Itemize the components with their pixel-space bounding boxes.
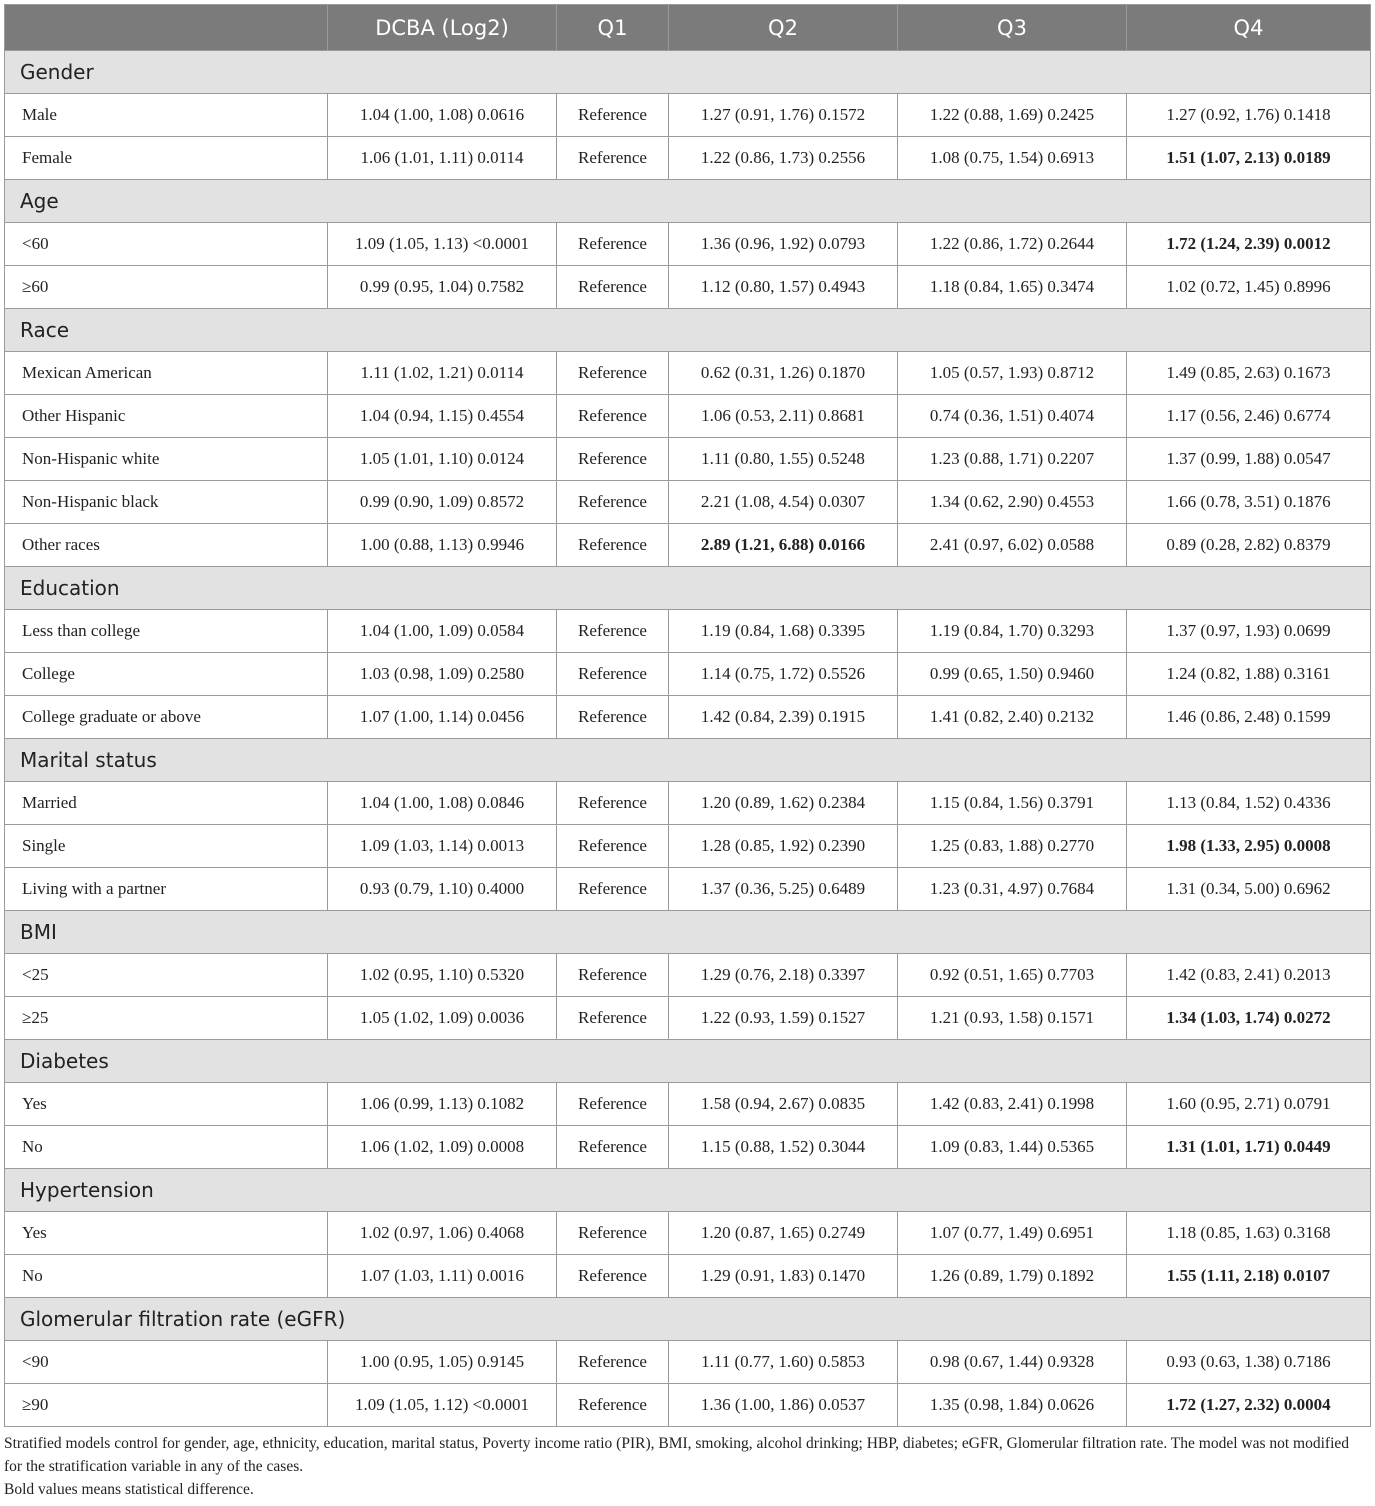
table-cell: 1.14 (0.75, 1.72) 0.5526 (669, 653, 898, 696)
table-cell: Reference (557, 1384, 669, 1427)
row-label: ≥90 (5, 1384, 328, 1427)
table-cell: 1.31 (1.01, 1.71) 0.0449 (1127, 1126, 1371, 1169)
group-header-row (5, 1298, 1371, 1341)
table-row (5, 1255, 1371, 1298)
header-cell-q3: Q3 (898, 5, 1127, 51)
table-cell: 1.15 (0.84, 1.56) 0.3791 (898, 782, 1127, 825)
table-cell: Reference (557, 610, 669, 653)
table-cell: Reference (557, 438, 669, 481)
table-cell: 1.04 (0.94, 1.15) 0.4554 (328, 395, 557, 438)
header-cell-q1: Q1 (557, 5, 669, 51)
table-cell: 1.37 (0.97, 1.93) 0.0699 (1127, 610, 1371, 653)
table-cell: 1.72 (1.27, 2.32) 0.0004 (1127, 1384, 1371, 1427)
table-cell: 1.23 (0.31, 4.97) 0.7684 (898, 868, 1127, 911)
group-title: Marital status (5, 739, 1371, 782)
table-cell: Reference (557, 524, 669, 567)
table-cell: 1.09 (0.83, 1.44) 0.5365 (898, 1126, 1127, 1169)
table-cell: 0.99 (0.90, 1.09) 0.8572 (328, 481, 557, 524)
group-title: BMI (5, 911, 1371, 954)
table-cell: 1.51 (1.07, 2.13) 0.0189 (1127, 137, 1371, 180)
table-cell: 1.13 (0.84, 1.52) 0.4336 (1127, 782, 1371, 825)
table-row (5, 1384, 1371, 1427)
table-cell: 1.07 (1.03, 1.11) 0.0016 (328, 1255, 557, 1298)
table-cell: 0.99 (0.65, 1.50) 0.9460 (898, 653, 1127, 696)
table-cell: Reference (557, 395, 669, 438)
table-cell: 1.21 (0.93, 1.58) 0.1571 (898, 997, 1127, 1040)
row-label: Non-Hispanic white (5, 438, 328, 481)
table-row (5, 266, 1371, 309)
table-row (5, 223, 1371, 266)
table-row (5, 94, 1371, 137)
table-cell: 1.27 (0.91, 1.76) 0.1572 (669, 94, 898, 137)
row-label: College graduate or above (5, 696, 328, 739)
table-cell: 1.11 (1.02, 1.21) 0.0114 (328, 352, 557, 395)
table-cell: Reference (557, 868, 669, 911)
row-label: Male (5, 94, 328, 137)
table-cell: 1.17 (0.56, 2.46) 0.6774 (1127, 395, 1371, 438)
table-cell: 1.58 (0.94, 2.67) 0.0835 (669, 1083, 898, 1126)
table-cell: 1.46 (0.86, 2.48) 0.1599 (1127, 696, 1371, 739)
table-cell: 1.37 (0.36, 5.25) 0.6489 (669, 868, 898, 911)
table-cell: 1.04 (1.00, 1.08) 0.0846 (328, 782, 557, 825)
table-cell: 1.05 (1.02, 1.09) 0.0036 (328, 997, 557, 1040)
table-cell: 1.06 (1.01, 1.11) 0.0114 (328, 137, 557, 180)
table-cell: Reference (557, 94, 669, 137)
group-header-row (5, 309, 1371, 352)
row-label: No (5, 1255, 328, 1298)
header-cell-label (5, 5, 328, 51)
table-cell: 1.20 (0.87, 1.65) 0.2749 (669, 1212, 898, 1255)
table-cell: 1.09 (1.05, 1.12) <0.0001 (328, 1384, 557, 1427)
table-cell: 1.04 (1.00, 1.09) 0.0584 (328, 610, 557, 653)
group-title: Age (5, 180, 1371, 223)
table-cell: Reference (557, 1255, 669, 1298)
table-row (5, 610, 1371, 653)
header-cell-q2: Q2 (669, 5, 898, 51)
group-title: Diabetes (5, 1040, 1371, 1083)
table-cell: 1.49 (0.85, 2.63) 0.1673 (1127, 352, 1371, 395)
group-header-row (5, 911, 1371, 954)
table-row (5, 696, 1371, 739)
table-cell: 1.37 (0.99, 1.88) 0.0547 (1127, 438, 1371, 481)
table-cell: 1.28 (0.85, 1.92) 0.2390 (669, 825, 898, 868)
row-label: No (5, 1126, 328, 1169)
table-cell: 0.74 (0.36, 1.51) 0.4074 (898, 395, 1127, 438)
row-label: Other Hispanic (5, 395, 328, 438)
table-cell: 1.22 (0.93, 1.59) 0.1527 (669, 997, 898, 1040)
table-cell: 0.99 (0.95, 1.04) 0.7582 (328, 266, 557, 309)
table-cell: 1.05 (0.57, 1.93) 0.8712 (898, 352, 1127, 395)
table-cell: 1.11 (0.77, 1.60) 0.5853 (669, 1341, 898, 1384)
table-cell: 1.42 (0.83, 2.41) 0.2013 (1127, 954, 1371, 997)
table-cell: 1.15 (0.88, 1.52) 0.3044 (669, 1126, 898, 1169)
group-title: Gender (5, 51, 1371, 94)
table-footnotes (4, 1432, 1370, 1501)
table-cell: 1.02 (0.72, 1.45) 0.8996 (1127, 266, 1371, 309)
table-cell: Reference (557, 1341, 669, 1384)
table-row (5, 954, 1371, 997)
footnote-text: Stratified models control for gender, age, ethnicity, education, marital status, Poverty income ratio (PIR), BMI, smoking, alcohol drinking; HBP, diabetes; eGFR, Glomerular filtration rate. The model was not modified for the stratification variable in any of the cases. (4, 1435, 1350, 1475)
table-cell: 0.62 (0.31, 1.26) 0.1870 (669, 352, 898, 395)
table-cell: 1.06 (0.53, 2.11) 0.8681 (669, 395, 898, 438)
group-title: Education (5, 567, 1371, 610)
table-cell: 1.29 (0.76, 2.18) 0.3397 (669, 954, 898, 997)
table-cell: 1.19 (0.84, 1.70) 0.3293 (898, 610, 1127, 653)
group-header-row (5, 180, 1371, 223)
table-cell: 1.41 (0.82, 2.40) 0.2132 (898, 696, 1127, 739)
table-cell: 1.42 (0.84, 2.39) 0.1915 (669, 696, 898, 739)
row-label: Non-Hispanic black (5, 481, 328, 524)
row-label: College (5, 653, 328, 696)
group-title: Glomerular filtration rate (eGFR) (5, 1298, 1371, 1341)
table-cell: 2.21 (1.08, 4.54) 0.0307 (669, 481, 898, 524)
row-label: Single (5, 825, 328, 868)
table-cell: 1.72 (1.24, 2.39) 0.0012 (1127, 223, 1371, 266)
table-cell: 1.06 (0.99, 1.13) 0.1082 (328, 1083, 557, 1126)
table-cell: 1.66 (0.78, 3.51) 0.1876 (1127, 481, 1371, 524)
table-cell: Reference (557, 481, 669, 524)
table-cell: 1.22 (0.86, 1.73) 0.2556 (669, 137, 898, 180)
group-header-row (5, 567, 1371, 610)
table-row (5, 653, 1371, 696)
row-label: ≥60 (5, 266, 328, 309)
row-label: Less than college (5, 610, 328, 653)
header-cell-q4: Q4 (1127, 5, 1371, 51)
table-cell: Reference (557, 782, 669, 825)
table-cell: 1.55 (1.11, 2.18) 0.0107 (1127, 1255, 1371, 1298)
table-cell: 1.09 (1.03, 1.14) 0.0013 (328, 825, 557, 868)
results-table-container (4, 4, 1370, 1427)
table-row (5, 137, 1371, 180)
table-cell: 1.11 (0.80, 1.55) 0.5248 (669, 438, 898, 481)
group-header-row (5, 739, 1371, 782)
table-cell: 1.07 (1.00, 1.14) 0.0456 (328, 696, 557, 739)
table-cell: 1.25 (0.83, 1.88) 0.2770 (898, 825, 1127, 868)
table-cell: 1.60 (0.95, 2.71) 0.0791 (1127, 1083, 1371, 1126)
table-cell: Reference (557, 696, 669, 739)
table-cell: 1.07 (0.77, 1.49) 0.6951 (898, 1212, 1127, 1255)
table-row (5, 1212, 1371, 1255)
table-cell: 1.27 (0.92, 1.76) 0.1418 (1127, 94, 1371, 137)
table-header-row (5, 5, 1371, 51)
table-row (5, 997, 1371, 1040)
group-title: Race (5, 309, 1371, 352)
table-cell: 1.09 (1.05, 1.13) <0.0001 (328, 223, 557, 266)
table-cell: Reference (557, 997, 669, 1040)
table-cell: 1.06 (1.02, 1.09) 0.0008 (328, 1126, 557, 1169)
table-cell: 1.31 (0.34, 5.00) 0.6962 (1127, 868, 1371, 911)
table-cell: Reference (557, 1083, 669, 1126)
table-cell: 1.02 (0.97, 1.06) 0.4068 (328, 1212, 557, 1255)
table-cell: 0.98 (0.67, 1.44) 0.9328 (898, 1341, 1127, 1384)
row-label: Mexican American (5, 352, 328, 395)
results-table (4, 4, 1371, 1427)
table-cell: 0.93 (0.63, 1.38) 0.7186 (1127, 1341, 1371, 1384)
row-label: <60 (5, 223, 328, 266)
table-cell: 1.26 (0.89, 1.79) 0.1892 (898, 1255, 1127, 1298)
group-header-row (5, 1169, 1371, 1212)
table-cell: 0.89 (0.28, 2.82) 0.8379 (1127, 524, 1371, 567)
table-cell: 1.03 (0.98, 1.09) 0.2580 (328, 653, 557, 696)
table-cell: 2.89 (1.21, 6.88) 0.0166 (669, 524, 898, 567)
table-cell: Reference (557, 137, 669, 180)
table-cell: 0.93 (0.79, 1.10) 0.4000 (328, 868, 557, 911)
table-cell: 1.00 (0.95, 1.05) 0.9145 (328, 1341, 557, 1384)
table-row (5, 1083, 1371, 1126)
table-cell: 1.20 (0.89, 1.62) 0.2384 (669, 782, 898, 825)
group-header-row (5, 51, 1371, 94)
table-cell: Reference (557, 1126, 669, 1169)
row-label: Yes (5, 1212, 328, 1255)
table-cell: 1.18 (0.85, 1.63) 0.3168 (1127, 1212, 1371, 1255)
table-cell: 1.00 (0.88, 1.13) 0.9946 (328, 524, 557, 567)
footnote-text: Bold values means statistical difference. (4, 1481, 254, 1498)
table-row (5, 825, 1371, 868)
table-cell: 1.22 (0.88, 1.69) 0.2425 (898, 94, 1127, 137)
table-cell: 1.42 (0.83, 2.41) 0.1998 (898, 1083, 1127, 1126)
table-cell: 1.34 (0.62, 2.90) 0.4553 (898, 481, 1127, 524)
table-cell: 1.19 (0.84, 1.68) 0.3395 (669, 610, 898, 653)
table-cell: 1.98 (1.33, 2.95) 0.0008 (1127, 825, 1371, 868)
table-cell: Reference (557, 954, 669, 997)
table-body (5, 51, 1371, 1427)
row-label: Married (5, 782, 328, 825)
row-label: Female (5, 137, 328, 180)
header-cell-dcba: DCBA (Log2) (328, 5, 557, 51)
table-cell: 1.04 (1.00, 1.08) 0.0616 (328, 94, 557, 137)
table-cell: 1.18 (0.84, 1.65) 0.3474 (898, 266, 1127, 309)
table-cell: Reference (557, 1212, 669, 1255)
table-cell: 1.36 (1.00, 1.86) 0.0537 (669, 1384, 898, 1427)
row-label: Yes (5, 1083, 328, 1126)
table-cell: 1.05 (1.01, 1.10) 0.0124 (328, 438, 557, 481)
table-cell: 1.29 (0.91, 1.83) 0.1470 (669, 1255, 898, 1298)
table-cell: 1.12 (0.80, 1.57) 0.4943 (669, 266, 898, 309)
table-row (5, 438, 1371, 481)
table-row (5, 524, 1371, 567)
table-row (5, 1341, 1371, 1384)
table-row (5, 481, 1371, 524)
table-cell: 1.36 (0.96, 1.92) 0.0793 (669, 223, 898, 266)
table-cell: 1.24 (0.82, 1.88) 0.3161 (1127, 653, 1371, 696)
table-cell: 1.02 (0.95, 1.10) 0.5320 (328, 954, 557, 997)
table-row (5, 868, 1371, 911)
table-cell: 1.08 (0.75, 1.54) 0.6913 (898, 137, 1127, 180)
table-cell: Reference (557, 825, 669, 868)
group-title: Hypertension (5, 1169, 1371, 1212)
row-label: Other races (5, 524, 328, 567)
row-label: <25 (5, 954, 328, 997)
table-row (5, 395, 1371, 438)
table-cell: Reference (557, 352, 669, 395)
row-label: ≥25 (5, 997, 328, 1040)
table-cell: Reference (557, 266, 669, 309)
table-cell: Reference (557, 223, 669, 266)
table-row (5, 782, 1371, 825)
table-cell: 1.34 (1.03, 1.74) 0.0272 (1127, 997, 1371, 1040)
row-label: <90 (5, 1341, 328, 1384)
row-label: Living with a partner (5, 868, 328, 911)
table-cell: 1.23 (0.88, 1.71) 0.2207 (898, 438, 1127, 481)
table-row (5, 1126, 1371, 1169)
table-cell: 1.22 (0.86, 1.72) 0.2644 (898, 223, 1127, 266)
table-cell: Reference (557, 653, 669, 696)
table-row (5, 352, 1371, 395)
table-cell: 1.35 (0.98, 1.84) 0.0626 (898, 1384, 1127, 1427)
table-cell: 2.41 (0.97, 6.02) 0.0588 (898, 524, 1127, 567)
table-cell: 0.92 (0.51, 1.65) 0.7703 (898, 954, 1127, 997)
group-header-row (5, 1040, 1371, 1083)
